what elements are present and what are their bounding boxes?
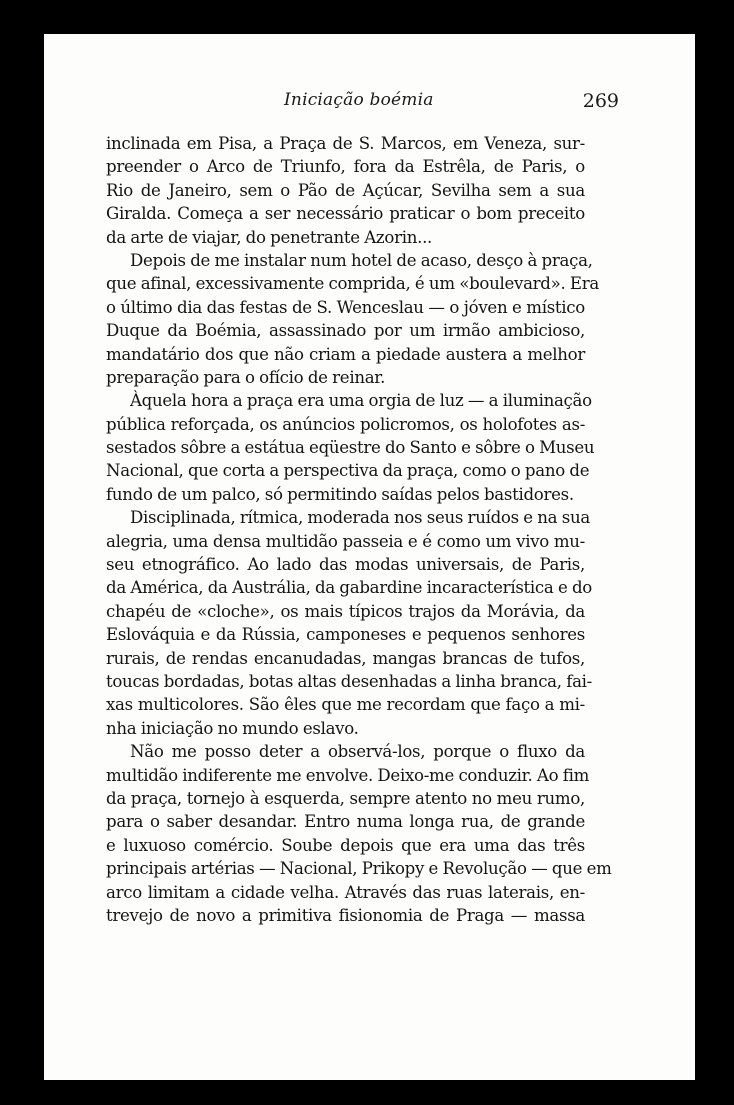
paragraph — [106, 389, 595, 506]
running-title: Iniciação boémia — [284, 90, 434, 110]
text-line: inclinada em Pisa, a Praça de S. Marcos, em Veneza, sur- — [106, 134, 585, 153]
text-line: chapéu de «cloche», os mais típicos trajos da Morávia, da — [106, 601, 585, 621]
paragraph — [106, 249, 599, 389]
running-head — [44, 90, 695, 120]
text-line: Eslováquia e da Rússia, camponeses e pequenos senhores — [106, 625, 585, 645]
body-text — [106, 132, 612, 927]
text-line: Duque da Boémia, assassinado por um irmão ambicioso, — [106, 321, 585, 341]
paragraph — [106, 132, 585, 249]
text-line: nha iniciação no mundo eslavo. — [106, 718, 359, 738]
paragraph — [106, 740, 612, 927]
text-line: pública reforçada, os anúncios policromos, os holofotes as- — [106, 414, 585, 434]
text-line: multidão indiferente me envolve. Deixo-me conduzir. Ao fim — [106, 765, 590, 785]
text-line: Rio de Janeiro, sem o Pão de Açúcar, Sevilha sem a sua — [106, 180, 585, 200]
text-line: rurais, de rendas encanudadas, mangas brancas de tufos, — [106, 648, 585, 668]
text-line: que afinal, excessivamente comprida, é um «boulevard». Era — [106, 274, 599, 294]
paragraph — [106, 506, 592, 740]
text-line: Não me posso deter a observá-los, porque o fluxo da — [130, 742, 585, 762]
text-line: Nacional, que corta a perspectiva da praça, como o pano de — [106, 461, 590, 481]
text-line: Giralda. Começa a ser necessário praticar o bom preceito — [106, 204, 585, 224]
text-line: Depois de me instalar num hotel de acaso, desço à praça, — [130, 250, 593, 270]
text-line: da América, da Austrália, da gabardine incaracterística e do — [106, 578, 592, 598]
text-line: alegria, uma densa multidão passeia e é como um vivo mu- — [106, 531, 585, 551]
text-line: Disciplinada, rítmica, moderada nos seus ruídos e na sua — [130, 508, 590, 528]
text-line: da praça, tornejo à esquerda, sempre atento no meu rumo, — [106, 788, 585, 808]
page-number: 269 — [582, 90, 619, 112]
text-line: toucas bordadas, botas altas desenhadas a linha branca, fai- — [106, 671, 592, 691]
text-line: da arte de viajar, do penetrante Azorin... — [106, 227, 433, 247]
text-line: trevejo de novo a primitiva fisionomia de Praga — massa — [106, 905, 585, 925]
text-line: Àquela hora a praça era uma orgia de luz — a iluminação — [130, 391, 592, 411]
text-line: sestados sôbre a estátua eqüestre do Santo e sôbre o Museu — [106, 438, 595, 458]
text-line: preparação para o ofício de reinar. — [106, 367, 386, 387]
text-line: principais artérias — Nacional, Prikopy e Revolução — que em — [106, 859, 612, 879]
book-page — [44, 34, 695, 1080]
text-line: e luxuoso comércio. Soube depois que era uma das três — [106, 835, 585, 855]
text-line: para o saber desandar. Entro numa longa rua, de grande — [106, 812, 585, 832]
text-line: xas multicolores. São êles que me recordam que faço a mi- — [106, 695, 585, 715]
text-line: o último dia das festas de S. Wenceslau — o jóven e místico — [106, 297, 585, 317]
text-line: arco limitam a cidade velha. Através das ruas laterais, en- — [106, 882, 585, 902]
text-line: seu etnográfico. Ao lado das modas universais, de Paris, — [106, 555, 585, 575]
text-line: preender o Arco de Triunfo, fora da Estrêla, de Paris, o — [106, 157, 585, 177]
text-line: fundo de um palco, só permitindo saídas pelos bastidores. — [106, 484, 574, 504]
text-line: mandatário dos que não criam a piedade austera a melhor — [106, 344, 585, 364]
